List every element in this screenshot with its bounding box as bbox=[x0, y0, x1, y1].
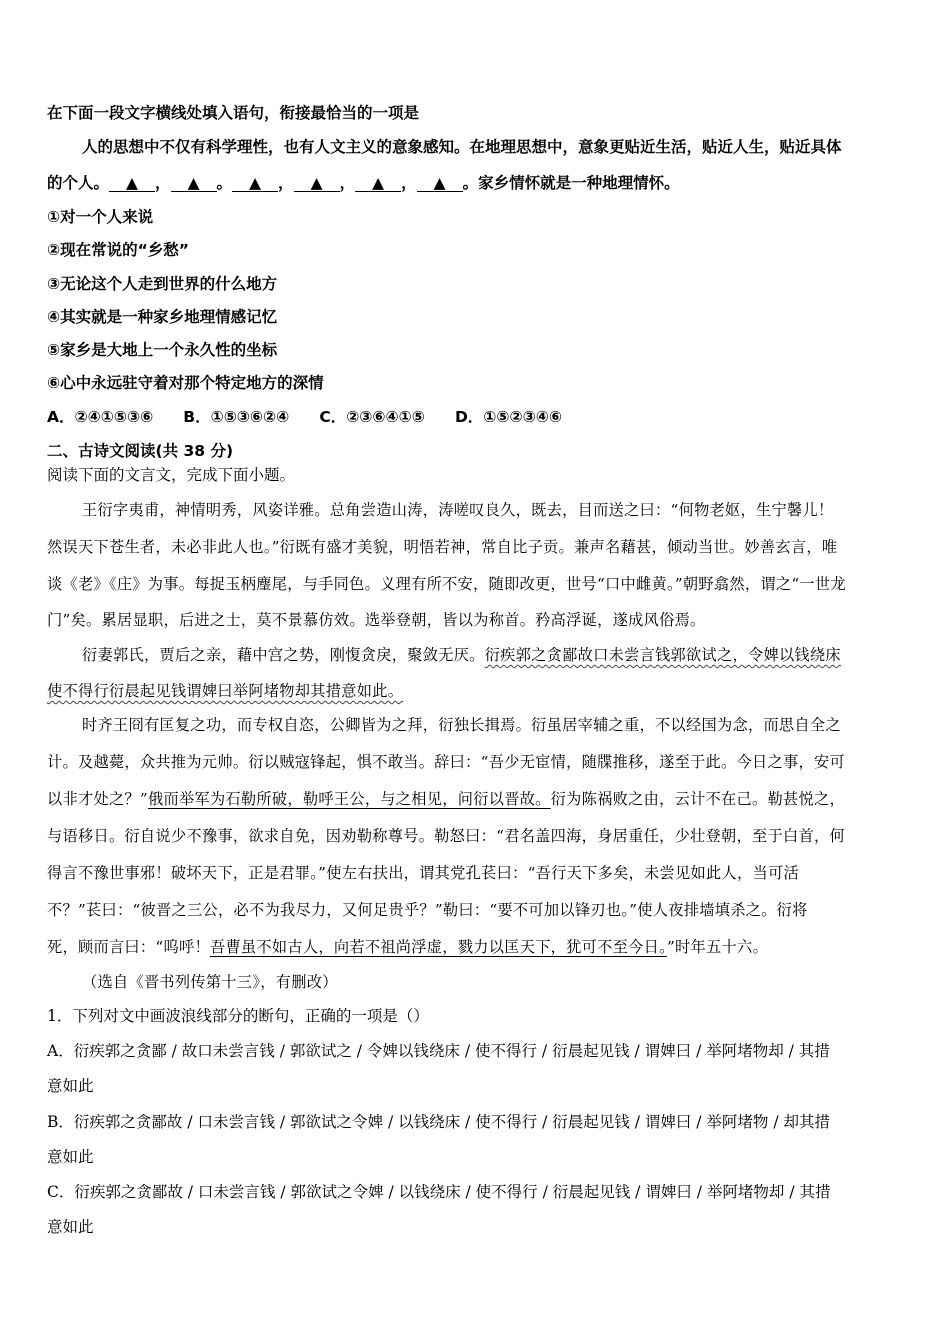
sep-4: ， bbox=[339, 174, 356, 192]
reading-instruction: 阅读下面的文言文，完成下面小题。 bbox=[47, 466, 296, 484]
sep-5: ， bbox=[401, 174, 417, 192]
underlined-sentence-1: 俄而举军为石勒所破，勒呼王公，与之相见，问衍以晋故。 bbox=[148, 790, 551, 808]
q1-option-b-line2: 意如此 bbox=[47, 1148, 94, 1166]
option-a[interactable]: A．②④①⑤③⑥ bbox=[47, 408, 154, 426]
passage-p3-line4: 与语移日。衍自说少不豫事，欲求自免，因劝勒称尊号。勒怒曰：“君名盖四海，身居重任，少壮登朝，至于白首，何 bbox=[47, 827, 845, 845]
p3-line7-pre: 死，顾而言曰：“呜呼！ bbox=[47, 938, 210, 956]
option-b[interactable]: B．①⑤③⑥②④ bbox=[183, 408, 290, 426]
q1-option-c-line2: 意如此 bbox=[47, 1218, 94, 1236]
underlined-sentence-2: 吾曹虽不如古人，向若不祖尚浮虚，戮力以匡天下，犹可不至今日。 bbox=[209, 938, 667, 956]
blank-3: ▲ bbox=[232, 175, 278, 192]
section-heading: 二、古诗文阅读(共 38 分) bbox=[47, 442, 234, 460]
passage-p3-line6: 不？”苌曰：“彼晋之三公，必不为我尽力，又何足贵乎？”勒曰：“要不可加以锋刃也。”使人夜排墙填杀之。衍将 bbox=[47, 901, 808, 919]
p2-start: 衍妻郭氏，贾后之亲，藉中宫之势，刚愎贪戾，聚敛无厌。 bbox=[82, 646, 485, 664]
stem-end: 。家乡情怀就是一种地理情怀。 bbox=[462, 174, 680, 192]
question-stem-line1: 人的思想中不仅有科学理性，也有人文主义的意象感知。在地理思想中，意象更贴近生活，贴近人生，贴近具体 bbox=[82, 138, 842, 156]
blank-1: ▲ bbox=[109, 175, 155, 192]
sep-3: ， bbox=[278, 174, 294, 192]
p3-line3-pre: 以非才处之？” bbox=[47, 790, 148, 808]
p2-wavy-part2: 使不得行衍晨起见钱谓婢曰举阿堵物却其措意如此。 bbox=[47, 682, 404, 700]
question-prompt: 在下面一段文字横线处填入语句，衔接最恰当的一项是 bbox=[47, 104, 420, 122]
passage-source: （选自《晋书列传第十三》，有删改） bbox=[82, 973, 338, 991]
passage-p2-line2 bbox=[47, 681, 403, 701]
sentence-item-6: ⑥心中永远驻守着对那个特定地方的深情 bbox=[47, 374, 324, 392]
passage-p1-line1: 王衍字夷甫，神情明秀，风姿详雅。总角尝造山涛，涛嗟叹良久，既去，目而送之曰：“何物老妪，生宁馨儿！ bbox=[82, 501, 834, 519]
blank-5: ▲ bbox=[355, 175, 401, 192]
option-d[interactable]: D．①⑤②③④⑥ bbox=[454, 408, 563, 426]
passage-p3-line5: 得言不豫世事邪！破坏天下，正是君罪。”使左右扶出，谓其党孔苌曰：“吾行天下多矣，未尝见如此人，当可活 bbox=[47, 864, 799, 882]
passage-p1-line4: 门”矣。累居显职，后进之士，莫不景慕仿效。选举登朝，皆以为称首。矜高浮诞，遂成风俗焉。 bbox=[47, 611, 706, 629]
blank-4: ▲ bbox=[294, 175, 340, 192]
p2-wavy-part1: 衍疾郭之贪鄙故口未尝言钱郭欲试之，令婢以钱绕床 bbox=[484, 646, 841, 664]
q1-option-b-line1[interactable]: B．衍疾郭之贪鄙故 / 口未尝言钱 / 郭欲试之令婢 / 以钱绕床 / 使不得行 / 衍晨起见钱 / 谓婢曰 / 举阿堵物 / 却其措 bbox=[47, 1113, 831, 1131]
p3-line7-post: ”时年五十六。 bbox=[666, 938, 768, 956]
sep-2: 。 bbox=[216, 174, 233, 192]
q1-option-c-line1[interactable]: C．衍疾郭之贪鄙故 / 口未尝言钱 / 郭欲试之令婢 / 以钱绕床 / 使不得行 / 衍晨起见钱 / 谓婢曰 / 举阿堵物却 / 其措 bbox=[47, 1183, 831, 1201]
passage-p2-line1 bbox=[82, 645, 841, 665]
option-c[interactable]: C．②③⑥④①⑤ bbox=[319, 408, 425, 426]
q1-option-a-line1[interactable]: A．衍疾郭之贪鄙 / 故口未尝言钱 / 郭欲试之 / 令婢以钱绕床 / 使不得行 / 衍晨起见钱 / 谓婢曰 / 举阿堵物却 / 其措 bbox=[47, 1042, 830, 1060]
passage-p3-line3 bbox=[47, 789, 845, 809]
stem-start: 的个人。 bbox=[47, 174, 110, 192]
q1-stem: 1．下列对文中画波浪线部分的断句，正确的一项是（） bbox=[47, 1007, 429, 1025]
question-stem-line2 bbox=[47, 173, 680, 193]
passage-p1-line3: 谈《老》《庄》为事。每捉玉柄麈尾，与手同色。义理有所不安，随即改更，世号“口中雌黄。”朝野翕然，谓之“一世龙 bbox=[47, 575, 846, 593]
sentence-item-1: ①对一个人来说 bbox=[47, 208, 154, 226]
blank-2: ▲ bbox=[171, 175, 217, 192]
p3-line3-post: 衍为陈祸败之由，云计不在己。勒甚悦之， bbox=[550, 790, 845, 808]
sentence-item-5: ⑤家乡是大地上一个永久性的坐标 bbox=[47, 341, 278, 359]
sentence-item-3: ③无论这个人走到世界的什么地方 bbox=[47, 275, 278, 293]
sep-1: ， bbox=[155, 174, 171, 192]
q1-option-a-line2: 意如此 bbox=[47, 1077, 94, 1095]
blank-6: ▲ bbox=[417, 175, 463, 192]
passage-p3-line1: 时齐王冏有匡复之功，而专权自恣，公卿皆为之拜，衍独长揖焉。衍虽居宰辅之重，不以经国为念，而思自全之 bbox=[82, 716, 841, 734]
passage-p1-line2: 然误天下苍生者，未必非此人也。”衍既有盛才美貌，明悟若神，常自比子贡。兼声名藉甚，倾动当世。妙善玄言，唯 bbox=[47, 538, 838, 556]
passage-p3-line7 bbox=[47, 937, 768, 957]
sentence-item-2: ②现在常说的“乡愁” bbox=[47, 241, 189, 259]
passage-p3-line2: 计。及越薨，众共推为元帅。衍以贼寇锋起，惧不敢当。辞曰：“吾少无宦情，随牒推移，遂至于此。今日之事，安可 bbox=[47, 753, 845, 771]
answer-options bbox=[47, 407, 562, 427]
sentence-item-4: ④其实就是一种家乡地理情感记忆 bbox=[47, 308, 278, 326]
